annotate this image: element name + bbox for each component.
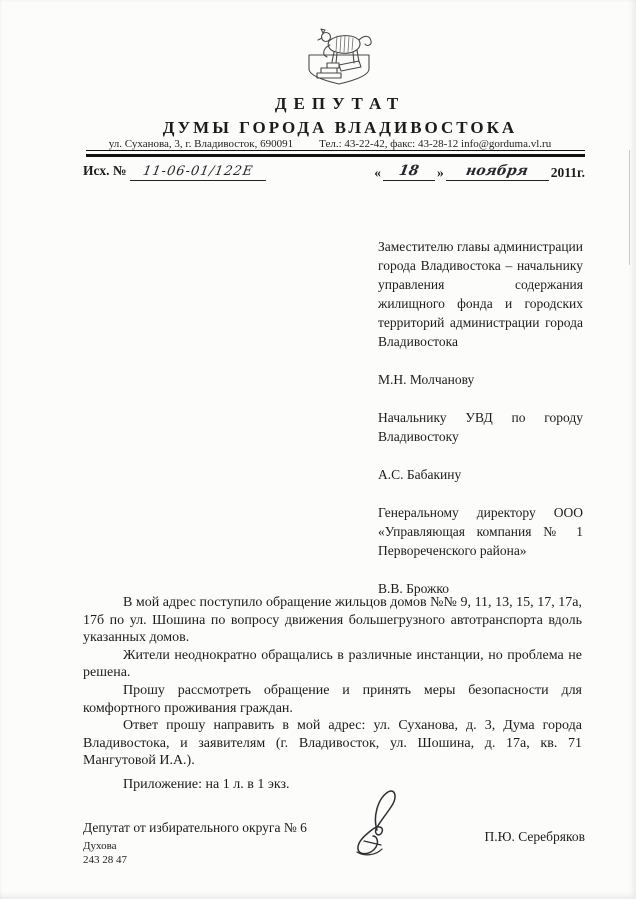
body-paragraph: В мой адрес поступило обращение жильцов домов №№ 9, 11, 13, 15, 17, 17а, 17б по ул. Шошина по вопросу движения большегрузного автотранспорта вдоль указанных домов.	[83, 595, 582, 646]
executor-phone: 243 28 47	[83, 853, 127, 866]
executor-name: Духова	[83, 840, 117, 852]
date-open-quote: «	[374, 165, 381, 180]
addressee-entry: Начальнику УВД по городу Владивостоку	[378, 410, 583, 444]
signer-position: Депутат от избирательного округа № 6	[83, 820, 307, 835]
body-paragraph: Ответ прошу направить в мой адрес: ул. Суханова, д. 3, Дума города Владивостока, и заявителям (г. Владивосток, ул. Шошина, д. 17а, кв. 71 Мангутовой И.А.).	[83, 718, 582, 769]
letterhead-subtitle: ДУМЫ ГОРОДА ВЛАДИВОСТОКА	[162, 118, 518, 137]
body-paragraph: Прошу рассмотреть обращение и принять меры безопасности для комфортного проживания граждан.	[83, 682, 582, 716]
signer-name: П.Ю. Серебряков	[484, 829, 585, 844]
body-paragraph: Жители неоднократно обращались в различные инстанции, но проблема не решена.	[83, 647, 582, 681]
letterhead-contacts: Тел.: 43-22-42, факс: 43-28-12 info@gorduma.vl.ru	[319, 138, 552, 150]
vladivostok-coat-of-arms-icon	[303, 21, 375, 88]
addressee-entry: Заместителю главы администрации города Владивостока – начальнику управления содержания жилищного фонда и городских территорий администрации города Владивостока	[378, 239, 583, 349]
date-group	[374, 164, 585, 181]
letter-body	[83, 594, 582, 770]
date-month-underline	[446, 164, 549, 181]
addressee-block	[378, 237, 583, 617]
date-day-underline	[383, 164, 435, 181]
date-year: 2011г.	[550, 165, 585, 180]
addressee-name: М.Н. Молчанову	[378, 372, 475, 387]
letterhead-contact-line	[0, 138, 636, 150]
handwritten-signature-icon	[343, 786, 415, 860]
scan-edge-artifact	[629, 150, 630, 265]
outgoing-number-label: Исх. №	[83, 163, 127, 178]
addressee-entry: Генеральному директору ООО «Управляющая компания № 1 Первореченского района»	[378, 505, 583, 558]
addressee-name: В.В. Брожко	[378, 581, 450, 596]
reference-row	[83, 163, 585, 181]
date-month-value: ноября	[465, 163, 530, 179]
date-day-value: 18	[397, 163, 421, 179]
letterhead-title: ДЕПУТАТ	[274, 94, 406, 113]
letterhead-address: ул. Суханова, 3, г. Владивосток, 690091	[108, 138, 294, 150]
date-close-quote: »	[437, 165, 444, 180]
addressee-name: А.С. Бабакину	[378, 467, 462, 482]
executor-block	[83, 840, 127, 867]
outgoing-number-group	[83, 163, 266, 181]
outgoing-number-value: 11-06-01/122Е	[142, 164, 255, 179]
attachment-line: Приложение: на 1 л. в 1 экз.	[123, 777, 290, 792]
letterhead-divider-rule	[86, 150, 585, 157]
outgoing-number-underline	[130, 163, 266, 181]
